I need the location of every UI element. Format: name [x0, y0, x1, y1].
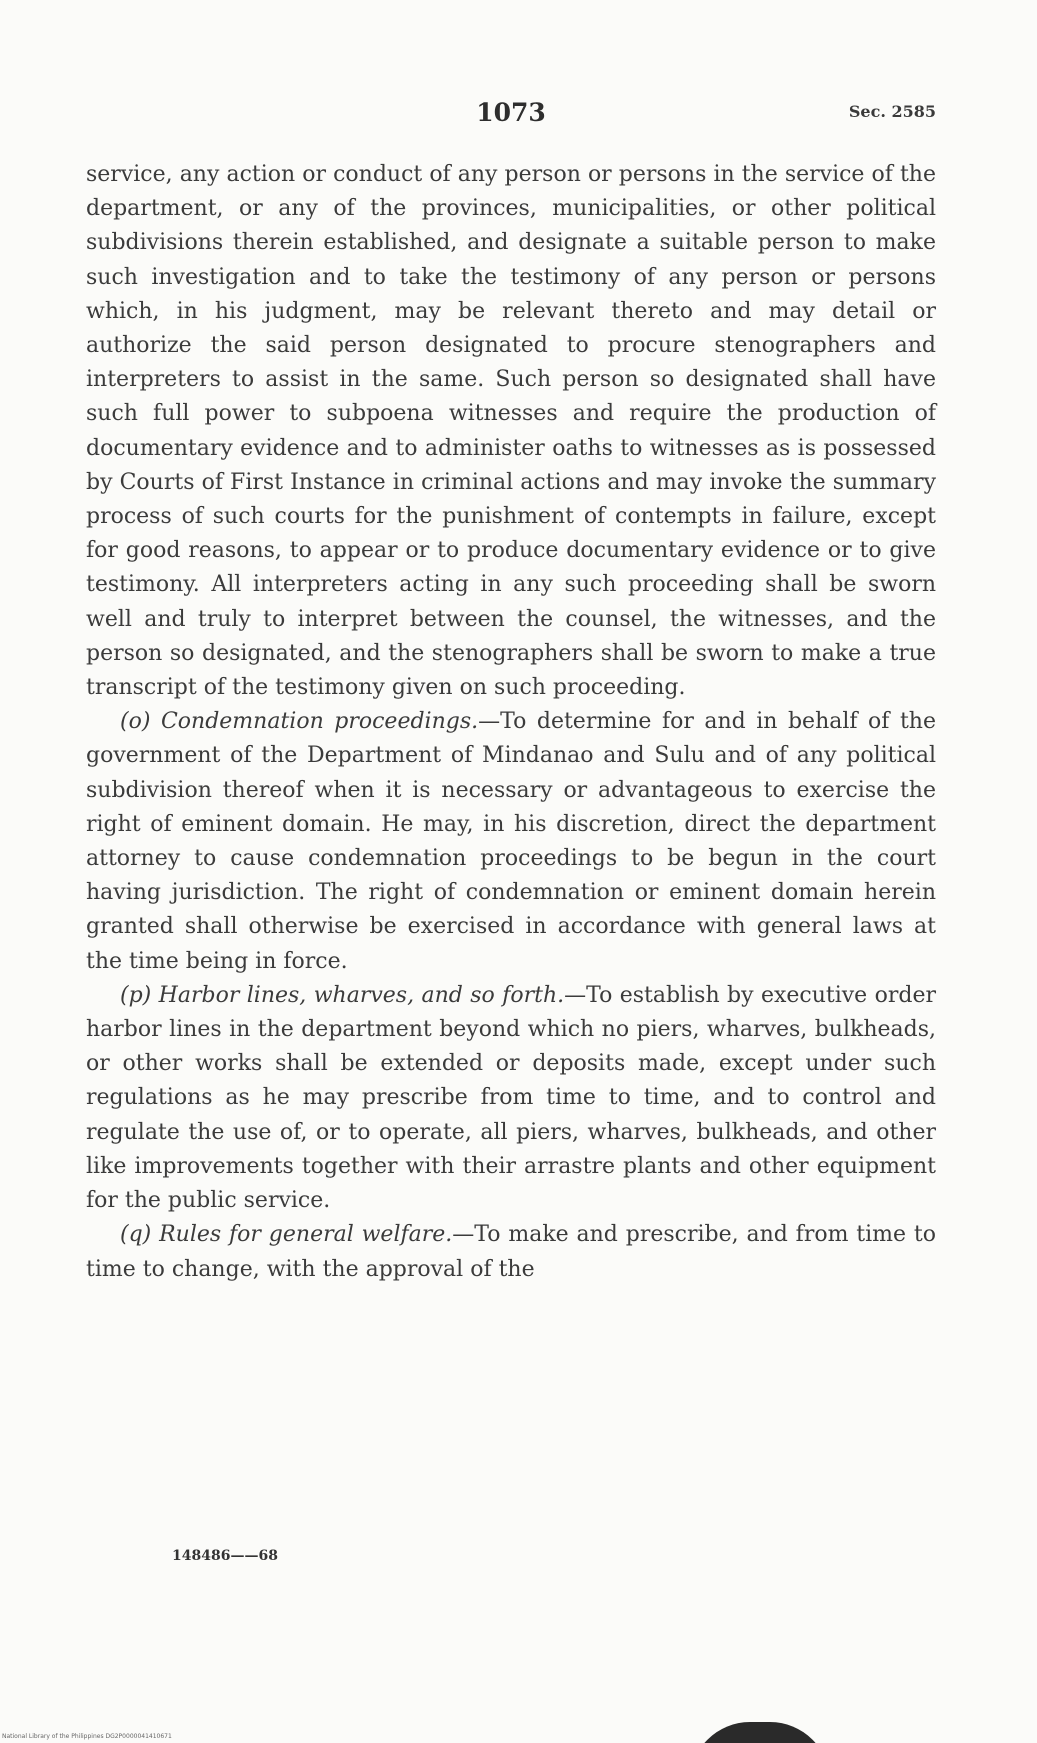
page-number: 1073 [476, 98, 546, 127]
section-reference: Sec. 2585 [848, 102, 936, 121]
scan-shadow-shape [690, 1722, 830, 1743]
paragraph-o-text: —To determine for and in behalf of the government of the Department of Mindanao and Sulu and of any political subdivision thereof when it is necessary or advantageous to exercise the right of eminent domain. He may, in his discretion, direct the department attorney to cause condemnation proceedings to be begun in the court having jurisdiction. The right of condemnation or eminent domain herein granted shall otherwise be exercised in accordance with general laws at the time being in force. [86, 709, 936, 974]
body-text [86, 158, 936, 1287]
paragraph-q-marker: (q) [120, 1222, 152, 1248]
page-header [86, 98, 936, 134]
paragraph-p-text: —To establish by executive order harbor lines in the department beyond which no piers, wharves, bulkheads, or other works shall be extended or deposits made, except under such regulations as he may prescribe from time to time, and to control and regulate the use of, or to operate, all piers, wharves, bulkheads, and other like improvements together with their arrastre plants and other equipment for the public service. [86, 982, 936, 1214]
paragraph-q-text: —To make and prescribe, and from time to time to change, with the approval of the [86, 1222, 936, 1282]
library-footer-text: National Library of the Philippines DG2P0000041410671 [2, 1733, 172, 1740]
paragraph-p-marker: (p) [120, 982, 152, 1008]
paragraph-p [86, 979, 936, 1218]
paragraph-q-title: Rules for general welfare. [159, 1222, 453, 1248]
paragraph-q [86, 1218, 936, 1286]
continuation-paragraph: service, any action or conduct of any person or persons in the service of the department, or any of the provinces, municipalities, or other political subdivisions therein established, and designate a suitable person to make such investigation and to take the testimony of any person or persons which, in his judgment, may be relevant thereto and may detail or authorize the said person designated to procure stenographers and interpreters to assist in the same. Such person so designated shall have such full power to subpoena witnesses and require the production of documentary evidence and to administer oaths to witnesses as is possessed by Courts of First Instance in criminal actions and may invoke the summary process of such courts for the punishment of contempts in failure, except for good reasons, to appear or to produce documentary evidence or to give testimony. All interpreters acting in any such proceeding shall be sworn well and truly to interpret between the counsel, the witnesses, and the person so designated, and the stenographers shall be sworn to make a true transcript of the testimony given on such proceeding. [86, 162, 936, 701]
print-code: 148486——68 [172, 1548, 278, 1564]
paragraph-p-title: Harbor lines, wharves, and so forth. [158, 982, 565, 1008]
paragraph-o-title: Condemnation proceedings. [160, 709, 479, 735]
paragraph-o-marker: (o) [120, 709, 151, 735]
paragraph-o [86, 705, 936, 979]
